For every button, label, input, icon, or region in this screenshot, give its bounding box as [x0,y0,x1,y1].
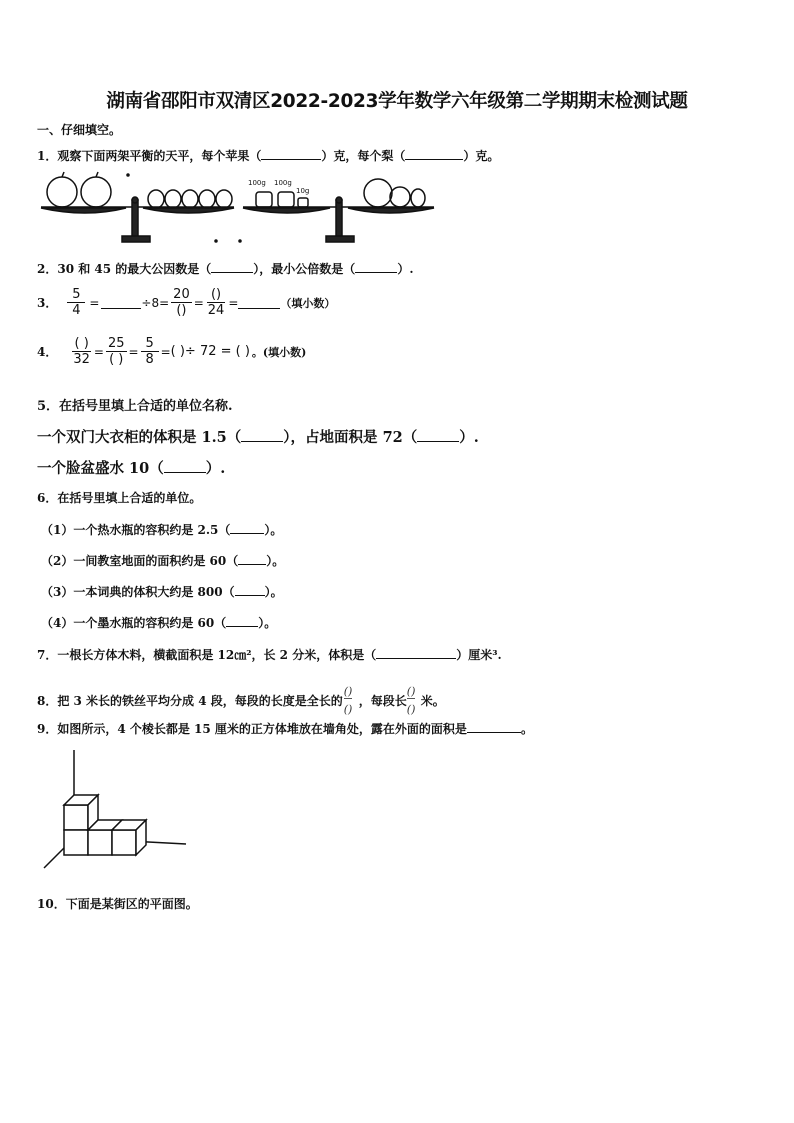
left-balance-scale [41,172,234,242]
q6-item-4 [41,614,276,631]
cube-corner-figure [38,748,188,876]
q5-l1-text-b: ），占地面积是 72（ [283,429,418,446]
q5-line-2 [37,457,225,478]
q4-equals: = [93,344,104,359]
q8-text-a: 8．把 3 米长的铁丝平均分成 4 段，每段的长度是全长的 [37,694,343,708]
weight-label: 10g [296,187,310,195]
q3-f1-denominator: 4 [72,303,81,318]
q3-f3-numerator: () [207,287,225,303]
weight-label: 100g [248,179,266,187]
q6-blank-3[interactable] [235,583,265,596]
q4-f1-denominator: 32 [73,352,90,367]
apple-icon [81,177,111,207]
q9-text-b: 。 [520,722,533,736]
question-3 [37,287,335,318]
q1-text-c: ）克。 [463,149,500,163]
pear-icon [165,190,181,208]
q4-label: 4． [37,345,58,359]
weight-icon [298,198,308,207]
cube-icon [64,830,88,855]
apple-icon [364,179,392,207]
question-8 [37,685,445,716]
q4-fraction-3 [141,336,159,367]
question-10: 10．下面是某街区的平面图。 [37,897,198,911]
q1-text-b: ）克，每个梨（ [321,149,406,163]
q6-heading: 6．在括号里填上合适的单位。 [37,491,202,505]
q8-frac-num: () [343,685,353,698]
q3-blank-1[interactable] [101,296,141,309]
q5-blank-volume[interactable] [241,429,283,442]
q6-item-end: ）。 [264,585,283,599]
q7-text-b: ）厘米³. [456,648,502,662]
q5-l1-text-a: 一个双门大衣柜的体积是 1.5（ [37,429,242,446]
q5-blank-area[interactable] [417,429,459,442]
q3-f2-numerator: 20 [173,287,190,302]
apple-icon [390,187,410,207]
q2-text-c: ）. [397,262,414,276]
pear-icon [182,190,198,208]
q8-frac-num: () [406,685,416,698]
q5-l2-text-a: 一个脸盆盛水 10（ [37,460,164,477]
q6-item-end: ）。 [258,616,277,630]
question-1 [37,147,499,164]
q2-text-a: 2．30 和 45 的最大公因数是（ [37,262,212,276]
q5-heading: 5．在括号里填上合适的单位名称. [37,399,233,414]
section-heading: 一、仔细填空。 [37,123,122,137]
q2-blank-gcd[interactable] [211,260,253,273]
weight-icon [256,192,272,207]
q6-blank-4[interactable] [226,614,258,627]
q3-hint: （填小数） [280,296,336,310]
q4-division-expression[interactable]: ( )÷ 72 = ( ) [170,344,250,359]
q4-f3-numerator: 5 [141,336,159,352]
q4-equals: = [128,344,139,359]
q3-fraction-2 [171,287,192,318]
q7-blank-volume[interactable] [376,646,456,659]
question-9 [37,720,533,737]
apple-icon [47,177,77,207]
q4-f1-numerator-blank[interactable]: ( ) [74,336,89,351]
q8-text-c: 米。 [420,694,445,708]
balance-scales-figure [38,170,438,248]
q1-blank-pear[interactable] [405,147,463,160]
q3-equals: = [193,295,204,310]
q1-blank-apple[interactable] [261,147,321,160]
q3-blank-decimal[interactable] [238,296,280,309]
q3-equals: = [228,295,239,310]
q6-item-end: ）。 [266,554,285,568]
q6-item-2 [41,552,284,569]
q9-blank-area[interactable] [467,720,521,733]
q4-equals: = [160,344,171,359]
cube-icon [112,820,146,855]
q9-text-a: 9．如图所示，4 个棱长都是 15 厘米的正方体堆放在墙角处，露在外面的面积是 [37,722,467,736]
q4-f2-numerator: 25 [107,336,125,351]
q7-text-a: 7．一根长方体木料，横截面积是 12㎝²，长 2 分米，体积是（ [37,648,377,662]
q5-blank-water[interactable] [164,460,206,473]
q3-fraction-1 [67,287,85,318]
pear-icon [199,190,215,208]
q3-f3-denominator: 24 [207,303,225,318]
q3-divide: ÷8= [141,295,170,310]
pear-icon [216,190,232,208]
q6-item-text: （4）一个墨水瓶的容积约是 60（ [41,616,227,630]
q6-blank-1[interactable] [230,521,264,534]
q5-l1-text-c: ）. [459,429,479,446]
q3-label: 3． [37,296,58,310]
q3-fraction-3 [206,287,227,318]
q6-blank-2[interactable] [238,552,266,565]
q5-l2-text-b: ）. [205,460,226,477]
pear-icon [148,190,164,208]
page-title: 湖南省邵阳市双清区2022-2023学年数学六年级第二学期期末检测试题 [106,91,688,112]
question-2 [37,260,414,277]
q3-f2-denominator: () [176,303,187,318]
q6-item-text: （3）一本词典的体积大约是 800（ [41,585,235,599]
right-balance-scale [239,179,434,242]
question-7 [37,646,502,663]
q4-hint: 。(填小数) [251,345,307,359]
q6-item-1 [41,521,282,538]
q3-f1-numerator: 5 [67,287,85,303]
q2-text-b: ），最小公倍数是（ [253,262,356,276]
question-4 [37,336,306,367]
q8-text-b: ，每段长 [358,694,407,708]
q4-f2-denominator-blank[interactable]: ( ) [109,352,124,367]
q4-fraction-1 [71,336,92,367]
q3-equals: = [89,295,100,310]
q8-frac-den: () [343,703,353,716]
q5-line-1 [37,426,479,447]
q8-frac-den: () [406,703,416,716]
q6-item-text: （1）一个热水瓶的容积约是 2.5（ [41,523,231,537]
weight-label: 100g [274,179,292,187]
q6-item-3 [41,583,283,600]
q6-item-text: （2）一间教室地面的面积约是 60（ [41,554,239,568]
weight-icon [278,192,294,207]
pear-icon [411,189,425,207]
q6-item-end: ）。 [264,523,283,537]
q4-fraction-2 [106,336,127,367]
q4-f3-denominator: 8 [145,352,154,367]
q2-blank-lcm[interactable] [355,260,397,273]
q1-text-a: 1．观察下面两架平衡的天平，每个苹果（ [37,149,262,163]
